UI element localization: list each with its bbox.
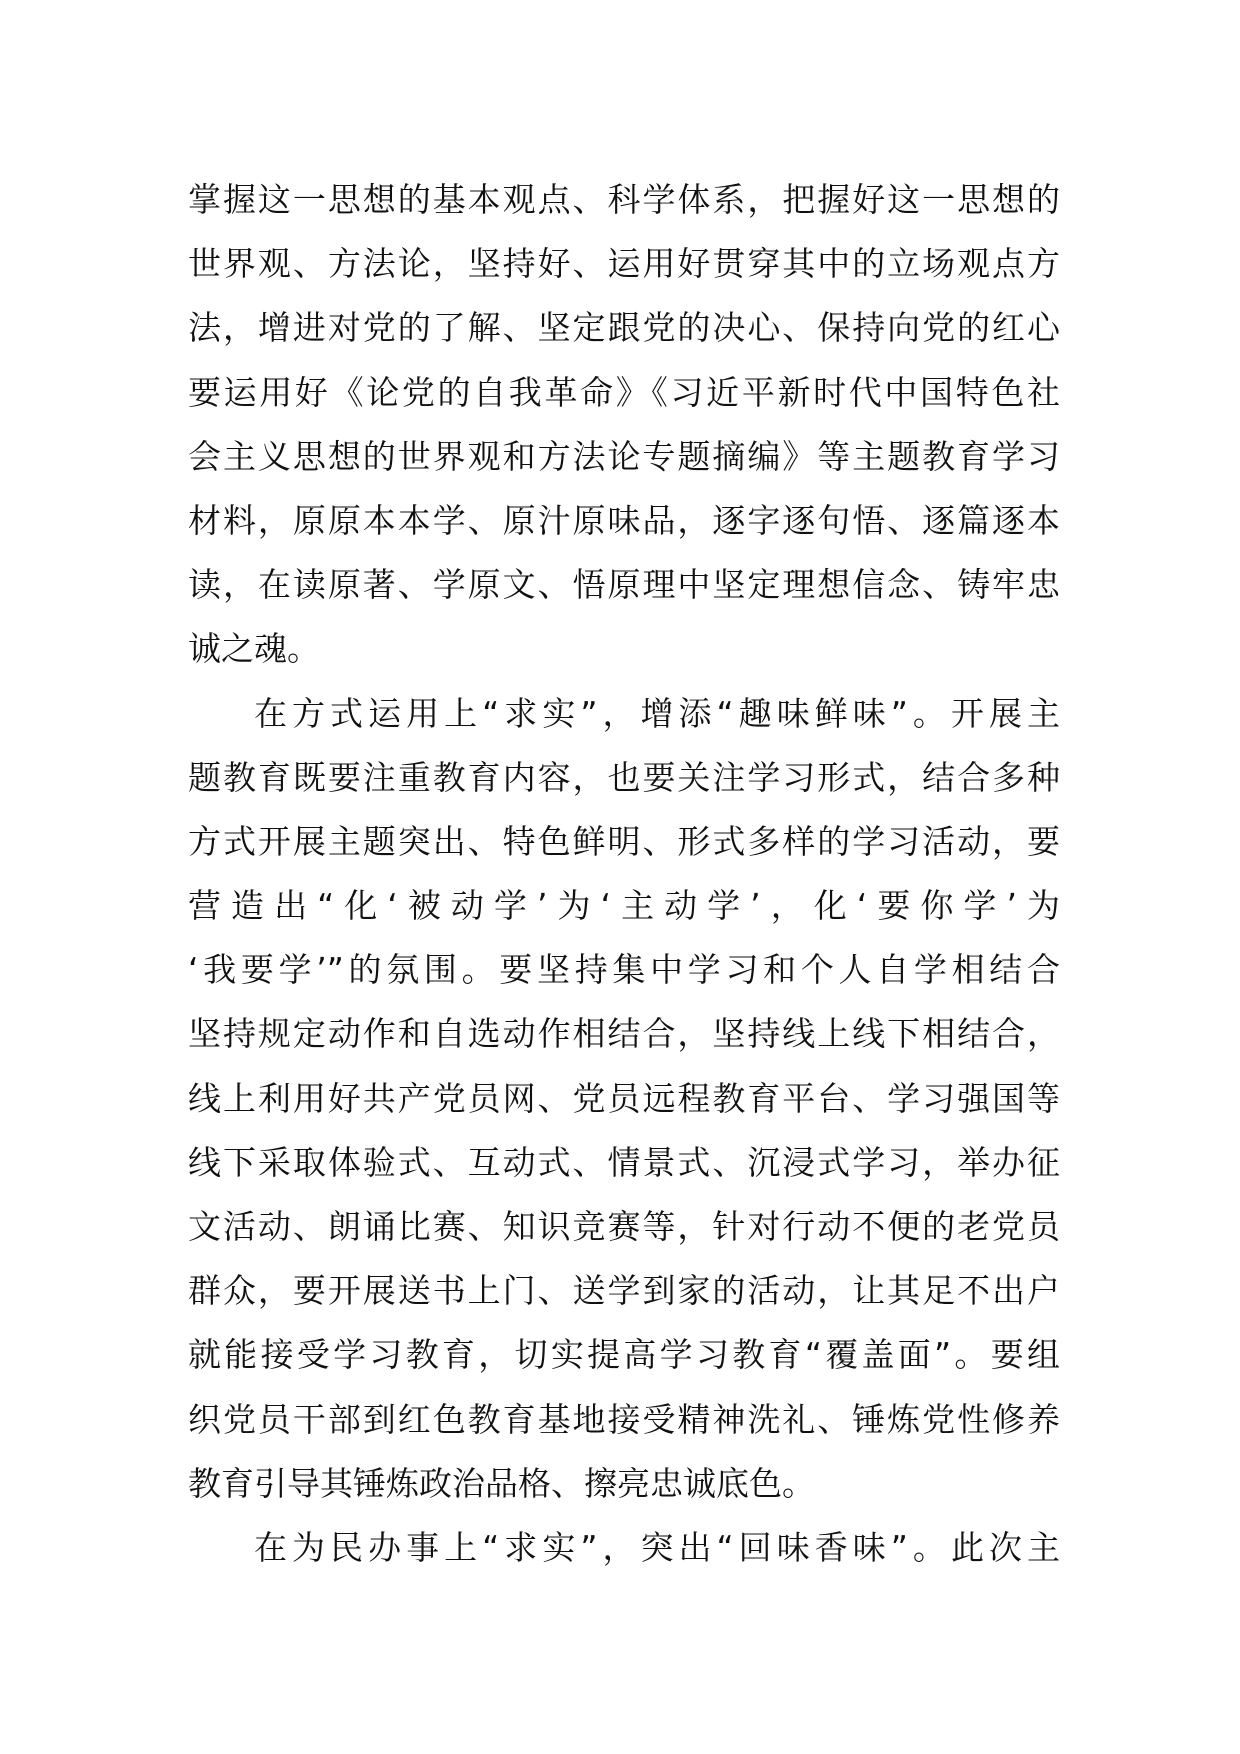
text-line: 群众，要开展送书上门、送学到家的活动，让其足不出户 — [188, 1271, 1060, 1311]
text-line: 法，增进对党的了解、坚定跟党的决心、保持向党的红心 — [188, 308, 1060, 348]
text-line: 营造出“化‘被动学’为‘主动学’，化‘要你学’为 — [188, 886, 1060, 926]
text-line: 线下采取体验式、互动式、情景式、沉浸式学习，举办征 — [188, 1142, 1060, 1182]
text-line: 坚持规定动作和自选动作相结合，坚持线上线下相结合， — [188, 1014, 1060, 1054]
text-line: 读，在读原著、学原文、悟原理中坚定理想信念、铸牢忠 — [188, 565, 1060, 605]
paragraph-start-line: 在为民办事上“求实”，突出“回味香味”。此次主 — [254, 1527, 1060, 1567]
text-line: 要运用好《论党的自我革命》《习近平新时代中国特色社 — [188, 372, 1060, 412]
text-line: 诚之魂。 — [188, 629, 320, 669]
text-line: 会主义思想的世界观和方法论专题摘编》等主题教育学习 — [188, 436, 1060, 476]
text-line: 教育引导其锤炼政治品格、擦亮忠诚底色。 — [188, 1463, 815, 1503]
text-line: 线上利用好共产党员网、党员远程教育平台、学习强国等 — [188, 1078, 1060, 1118]
text-line: 世界观、方法论，坚持好、运用好贯穿其中的立场观点方 — [188, 244, 1060, 284]
text-line: 文活动、朗诵比赛、知识竞赛等，针对行动不便的老党员 — [188, 1207, 1060, 1246]
text-line: 织党员干部到红色教育基地接受精神洗礼、锤炼党性修养 — [188, 1399, 1060, 1439]
body-text — [188, 168, 1060, 1580]
text-line: 就能接受学习教育，切实提高学习教育“覆盖面”。要组 — [188, 1335, 1060, 1375]
text-line: 材料，原原本本学、原汁原味品，逐字逐句悟、逐篇逐本 — [188, 500, 1060, 540]
paragraph-start-line: 在方式运用上“求实”，增添“趣味鲜味”。开展主 — [254, 693, 1060, 733]
text-line: 方式开展主题突出、特色鲜明、形式多样的学习活动，要 — [188, 821, 1060, 861]
text-line: ‘我要学’”的氛围。要坚持集中学习和个人自学相结合 — [188, 950, 1060, 990]
text-line: 题教育既要注重教育内容，也要关注学习形式，结合多种 — [188, 757, 1060, 797]
text-line: 掌握这一思想的基本观点、科学体系，把握好这一思想的 — [188, 180, 1060, 219]
